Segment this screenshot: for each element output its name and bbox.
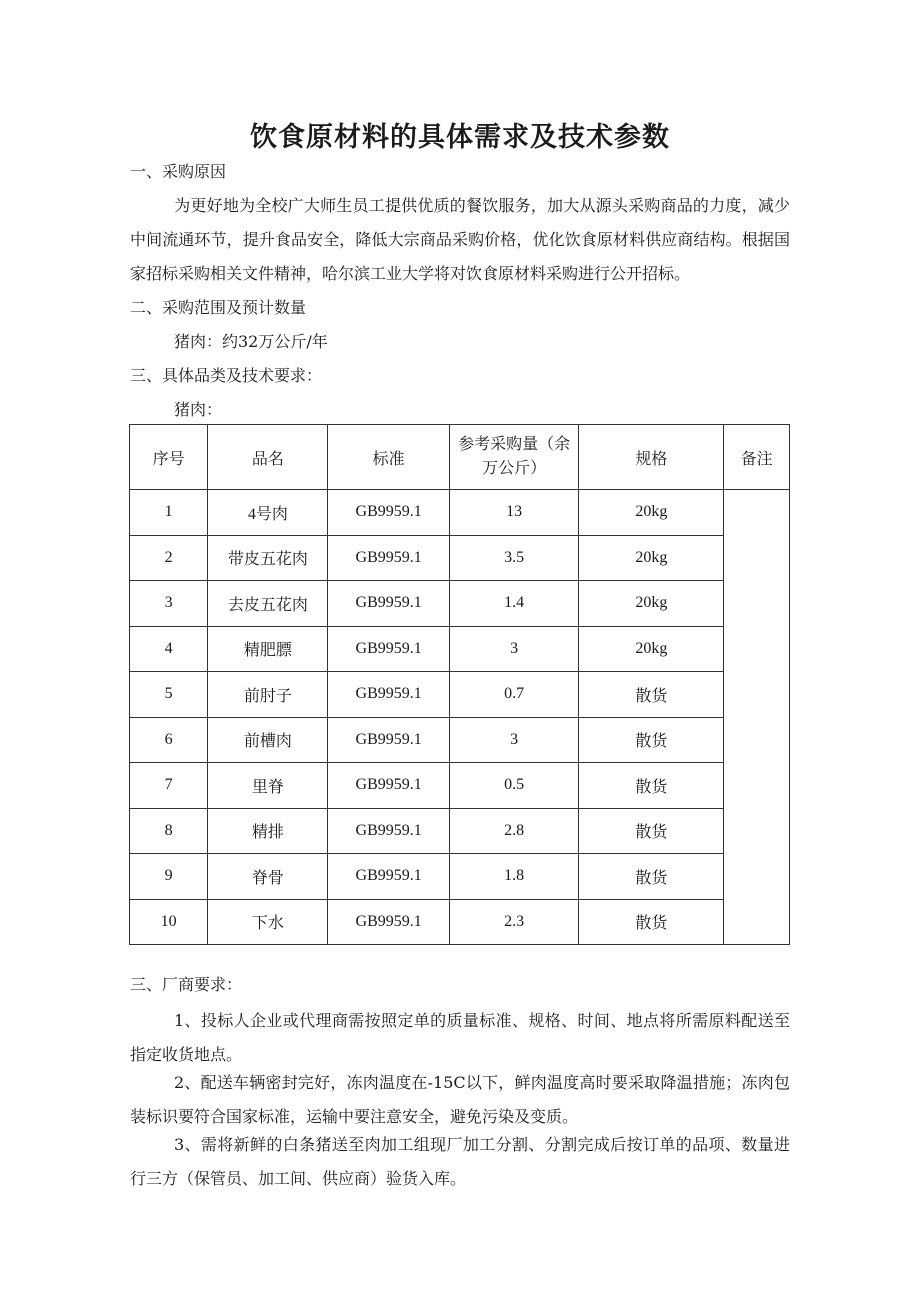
table-row <box>130 581 790 627</box>
cell-note <box>724 490 790 945</box>
cell-no: 9 <box>130 854 208 900</box>
cell-name: 前槽肉 <box>208 717 328 763</box>
table-row <box>130 808 790 854</box>
table-caption: 猪肉： <box>174 400 223 419</box>
cell-qty: 2.3 <box>449 899 579 945</box>
reason-heading: 一、采购原因 <box>130 162 227 181</box>
reason-paragraph <box>130 189 790 291</box>
cell-spec: 散货 <box>579 717 724 763</box>
table-row <box>130 763 790 809</box>
cell-standard: GB9959.1 <box>328 763 449 809</box>
table-row <box>130 854 790 900</box>
cell-no: 6 <box>130 717 208 763</box>
cell-no: 10 <box>130 899 208 945</box>
cell-name: 去皮五花肉 <box>208 581 328 627</box>
cell-qty: 0.5 <box>449 763 579 809</box>
pork-spec-table <box>129 424 790 945</box>
cell-no: 5 <box>130 672 208 718</box>
cell-no: 3 <box>130 581 208 627</box>
cell-spec: 散货 <box>579 808 724 854</box>
cell-name: 4号肉 <box>208 490 328 536</box>
cell-standard: GB9959.1 <box>328 854 449 900</box>
cell-spec: 20kg <box>579 581 724 627</box>
scope-heading: 二、采购范围及预计数量 <box>130 298 307 317</box>
cell-qty: 1.8 <box>449 854 579 900</box>
cell-standard: GB9959.1 <box>328 808 449 854</box>
cell-qty: 0.7 <box>449 672 579 718</box>
vendor-item-text: 1、投标人企业或代理商需按照定单的质量标准、规格、时间、地点将所需原料配送至指定收货地点。 <box>130 1011 790 1064</box>
cell-standard: GB9959.1 <box>328 717 449 763</box>
cell-no: 2 <box>130 535 208 581</box>
cell-spec: 散货 <box>579 854 724 900</box>
cell-qty: 13 <box>449 490 579 536</box>
cell-standard: GB9959.1 <box>328 490 449 536</box>
vendor-item-1 <box>130 1004 790 1072</box>
cell-standard: GB9959.1 <box>328 899 449 945</box>
table-row <box>130 672 790 718</box>
header-standard: 标准 <box>328 425 449 490</box>
cell-qty: 1.4 <box>449 581 579 627</box>
cell-name: 精排 <box>208 808 328 854</box>
cell-name: 带皮五花肉 <box>208 535 328 581</box>
cell-spec: 散货 <box>579 763 724 809</box>
table-row <box>130 899 790 945</box>
header-spec: 规格 <box>579 425 724 490</box>
cell-spec: 20kg <box>579 626 724 672</box>
header-name: 品名 <box>208 425 328 490</box>
vendor-item-3 <box>130 1128 790 1196</box>
cell-qty: 3.5 <box>449 535 579 581</box>
cell-name: 前肘子 <box>208 672 328 718</box>
cell-spec: 20kg <box>579 490 724 536</box>
table-row <box>130 626 790 672</box>
spec-heading: 三、具体品类及技术要求： <box>130 366 323 385</box>
cell-qty: 2.8 <box>449 808 579 854</box>
cell-no: 1 <box>130 490 208 536</box>
reason-text: 为更好地为全校广大师生员工提供优质的餐饮服务，加大从源头采购商品的力度，减少中间流通环节，提升食品安全，降低大宗商品采购价格，优化饮食原材料供应商结构。根据国家招标采购相关文件精神，哈尔滨工业大学将对饮食原材料采购进行公开招标。 <box>130 196 790 283</box>
table-row <box>130 535 790 581</box>
cell-no: 7 <box>130 763 208 809</box>
cell-qty: 3 <box>449 626 579 672</box>
cell-name: 里脊 <box>208 763 328 809</box>
cell-standard: GB9959.1 <box>328 626 449 672</box>
vendor-item-text: 2、配送车辆密封完好，冻肉温度在-15C以下，鲜肉温度高时要采取降温措施；冻肉包装标识要符合国家标准，运输中要注意安全，避免污染及变质。 <box>130 1073 790 1126</box>
header-note: 备注 <box>724 425 790 490</box>
cell-standard: GB9959.1 <box>328 581 449 627</box>
header-qty: 参考采购量（余万公斤） <box>449 425 579 490</box>
cell-name: 脊骨 <box>208 854 328 900</box>
cell-standard: GB9959.1 <box>328 672 449 718</box>
cell-spec: 散货 <box>579 899 724 945</box>
scope-text: 猪肉：约32万公斤/年 <box>174 332 328 351</box>
cell-spec: 20kg <box>579 535 724 581</box>
cell-name: 精肥膘 <box>208 626 328 672</box>
cell-name: 下水 <box>208 899 328 945</box>
cell-spec: 散货 <box>579 672 724 718</box>
cell-qty: 3 <box>449 717 579 763</box>
vendor-item-text: 3、需将新鲜的白条猪送至肉加工组现厂加工分割、分割完成后按订单的品项、数量进行三方（保管员、加工间、供应商）验货入库。 <box>130 1135 790 1188</box>
vendor-heading: 三、厂商要求： <box>130 975 243 994</box>
cell-no: 4 <box>130 626 208 672</box>
vendor-item-2 <box>130 1066 790 1134</box>
cell-no: 8 <box>130 808 208 854</box>
table-header-row <box>130 425 790 490</box>
table-row <box>130 490 790 536</box>
header-no: 序号 <box>130 425 208 490</box>
table-row <box>130 717 790 763</box>
cell-standard: GB9959.1 <box>328 535 449 581</box>
document-title: 饮食原材料的具体需求及技术参数 <box>250 122 670 153</box>
